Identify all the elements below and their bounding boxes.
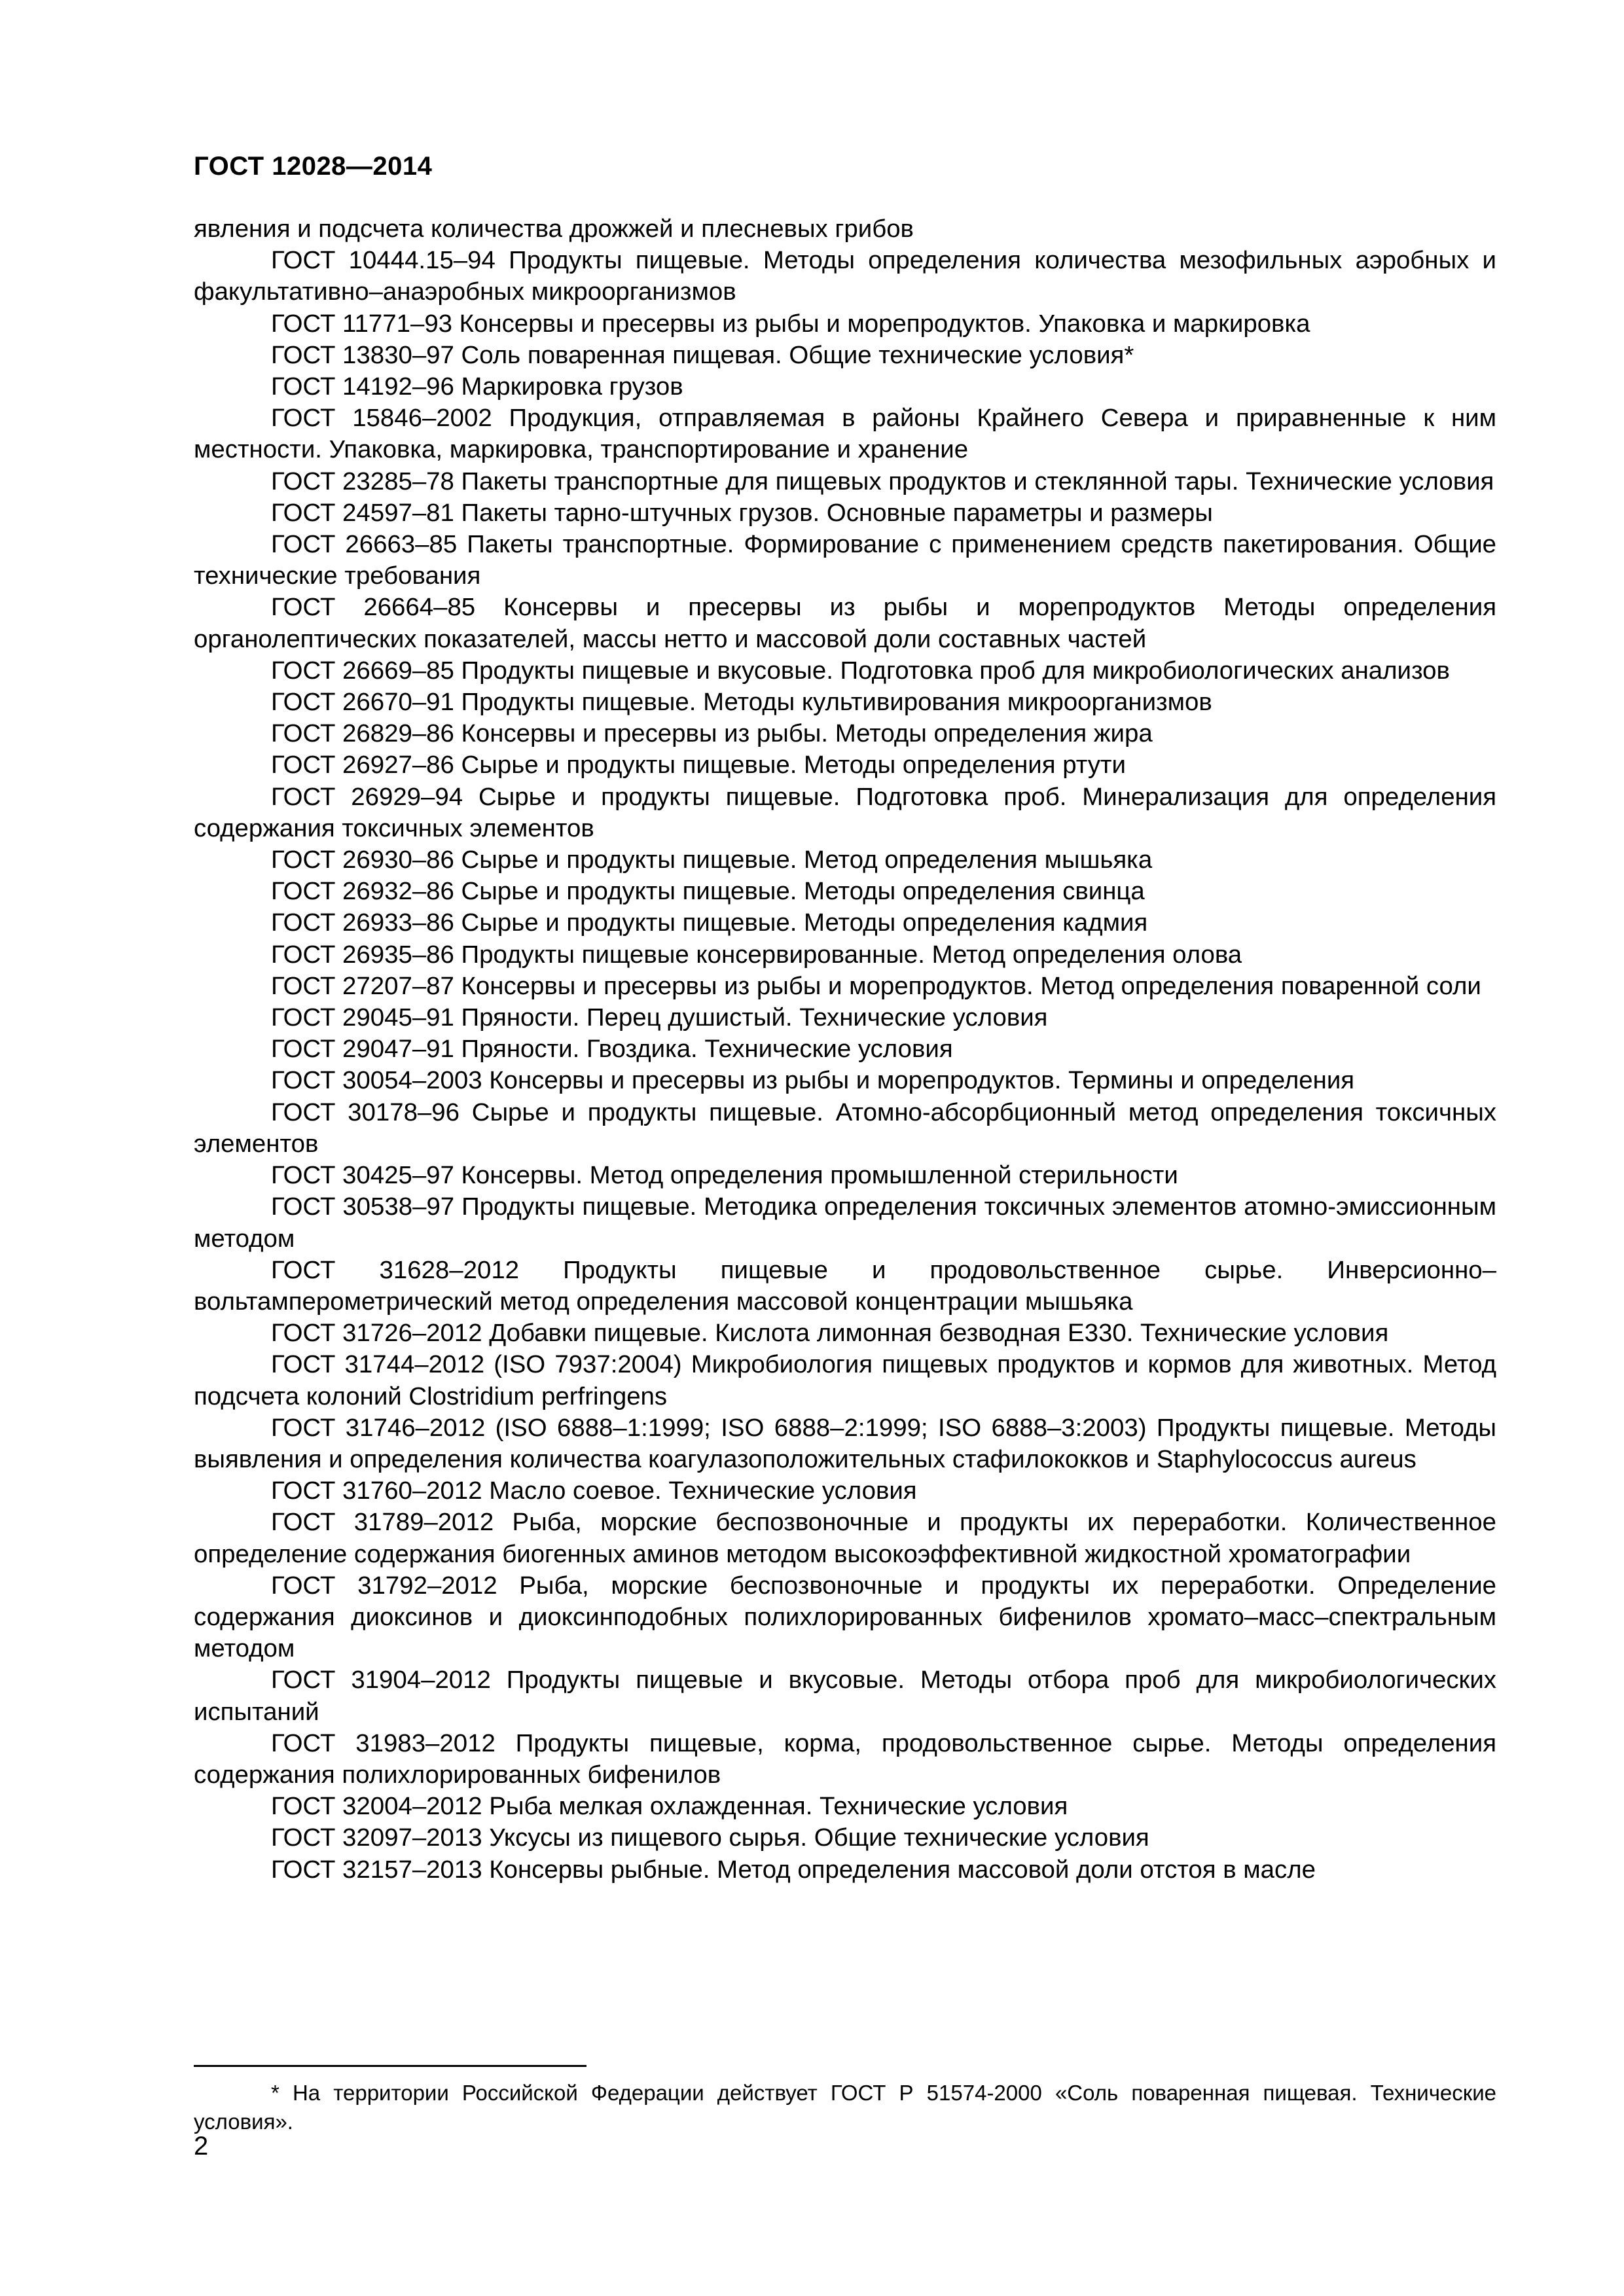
reference-entry: ГОСТ 32004–2012 Рыба мелкая охлажденная. Технические условия	[271, 1792, 1068, 1821]
continued-paragraph: явления и подсчета количества дрожжей и плесневых грибов	[194, 215, 914, 243]
reference-entry: ГОСТ 26935–86 Продукты пищевые консервированные. Метод определения олова	[271, 940, 1242, 969]
reference-entry: ГОСТ 30054–2003 Консервы и пресервы из рыбы и морепродуктов. Термины и определения	[271, 1066, 1355, 1095]
reference-entry: ГОСТ 31726–2012 Добавки пищевые. Кислота лимонная безводная Е330. Технические условия	[271, 1319, 1389, 1348]
reference-entry: ГОСТ 32157–2013 Консервы рыбные. Метод определения массовой доли отстоя в масле	[271, 1855, 1316, 1884]
normative-references-list	[194, 213, 1496, 1886]
reference-entry: ГОСТ 30538–97 Продукты пищевые. Методика определения токсичных элементов атомно-эмиссионным методом	[194, 1193, 1496, 1253]
reference-entry: ГОСТ 31789–2012 Рыба, морские беспозвоночные и продукты их переработки. Количественное определение содержания биогенных аминов методом высокоэффективной жидкостной хроматографии	[194, 1508, 1496, 1568]
reference-entry: ГОСТ 26930–86 Сырье и продукты пищевые. Метод определения мышьяка	[271, 846, 1153, 874]
reference-entry: ГОСТ 31628–2012 Продукты пищевые и продовольственное сырье. Инверсионно–вольтамперометрический метод определения массовой концентрации мышьяка	[194, 1255, 1496, 1316]
reference-entry: ГОСТ 15846–2002 Продукция, отправляемая в районы Крайнего Севера и приравненные к ним местности. Упаковка, маркировка, транспортирование и хранение	[194, 404, 1496, 464]
reference-entry: ГОСТ 30178–96 Сырье и продукты пищевые. Атомно-абсорбционный метод определения токсичных элементов	[194, 1098, 1496, 1158]
reference-entry: ГОСТ 11771–93 Консервы и пресервы из рыбы и морепродуктов. Упаковка и маркировка	[271, 309, 1310, 338]
footnote-divider	[194, 2065, 586, 2067]
reference-entry: ГОСТ 26927–86 Сырье и продукты пищевые. Методы определения ртути	[271, 751, 1126, 780]
reference-entry: ГОСТ 31792–2012 Рыба, морские беспозвоночные и продукты их переработки. Определение содержания диоксинов и диоксинподобных полихлорированных бифенилов хромато–масс–спектральным методом	[194, 1571, 1496, 1663]
reference-entry: ГОСТ 31760–2012 Масло соевое. Технические условия	[271, 1477, 917, 1505]
footnote: * На территории Российской Федерации действует ГОСТ Р 51574-2000 «Соль поваренная пищевая. Технические условия».	[194, 2081, 1496, 2134]
reference-entry: ГОСТ 13830–97 Соль поваренная пищевая. Общие технические условия*	[271, 340, 1134, 369]
reference-entry: ГОСТ 31746–2012 (ISO 6888–1:1999; ISO 6888–2:1999; ISO 6888–3:2003) Продукты пищевые. Методы выявления и определения количества коагулазоположительных стафилококков и Staphylococcus aureus	[194, 1413, 1496, 1473]
reference-entry: ГОСТ 26932–86 Сырье и продукты пищевые. Методы определения свинца	[271, 877, 1145, 906]
reference-entry: ГОСТ 26933–86 Сырье и продукты пищевые. Методы определения кадмия	[271, 908, 1148, 937]
page-number: 2	[194, 2132, 209, 2161]
reference-entry: ГОСТ 27207–87 Консервы и пресервы из рыбы и морепродуктов. Метод определения поваренной соли	[271, 971, 1481, 1000]
reference-entry: ГОСТ 31744–2012 (ISO 7937:2004) Микробиология пищевых продуктов и кормов для животных. Метод подсчета колоний Clostridium perfringens	[194, 1350, 1496, 1410]
reference-entry: ГОСТ 26664–85 Консервы и пресервы из рыбы и морепродуктов Методы определения органолептических показателей, массы нетто и массовой доли составных частей	[194, 593, 1496, 653]
reference-entry: ГОСТ 31904–2012 Продукты пищевые и вкусовые. Методы отбора проб для микробиологических испытаний	[194, 1666, 1496, 1726]
reference-entry: ГОСТ 30425–97 Консервы. Метод определения промышленной стерильности	[271, 1161, 1178, 1190]
reference-entry: ГОСТ 29045–91 Пряности. Перец душистый. Технические условия	[271, 1003, 1048, 1032]
reference-entry: ГОСТ 26670–91 Продукты пищевые. Методы культивирования микроорганизмов	[271, 688, 1212, 717]
reference-entry: ГОСТ 32097–2013 Уксусы из пищевого сырья. Общие технические условия	[271, 1823, 1149, 1852]
reference-entry: ГОСТ 24597–81 Пакеты тарно-штучных грузов. Основные параметры и размеры	[271, 498, 1213, 527]
reference-entry: ГОСТ 31983–2012 Продукты пищевые, корма, продовольственное сырье. Методы определения содержания полихлорированных бифенилов	[194, 1729, 1496, 1789]
reference-entry: ГОСТ 10444.15–94 Продукты пищевые. Методы определения количества мезофильных аэробных и факультативно–анаэробных микроорганизмов	[194, 246, 1496, 306]
reference-entry: ГОСТ 26929–94 Сырье и продукты пищевые. Подготовка проб. Минерализация для определения содержания токсичных элементов	[194, 782, 1496, 842]
reference-entry: ГОСТ 26829–86 Консервы и пресервы из рыбы. Методы определения жира	[271, 719, 1153, 748]
reference-entry: ГОСТ 23285–78 Пакеты транспортные для пищевых продуктов и стеклянной тары. Технические условия	[271, 467, 1494, 495]
page-header-title: ГОСТ 12028—2014	[194, 152, 433, 181]
reference-entry: ГОСТ 26663–85 Пакеты транспортные. Формирование с применением средств пакетирования. Общие технические требования	[194, 530, 1496, 590]
reference-entry: ГОСТ 29047–91 Пряности. Гвоздика. Технические условия	[271, 1035, 953, 1064]
reference-entry: ГОСТ 14192–96 Маркировка грузов	[271, 372, 683, 401]
reference-entry: ГОСТ 26669–85 Продукты пищевые и вкусовые. Подготовка проб для микробиологических анализов	[271, 656, 1450, 685]
